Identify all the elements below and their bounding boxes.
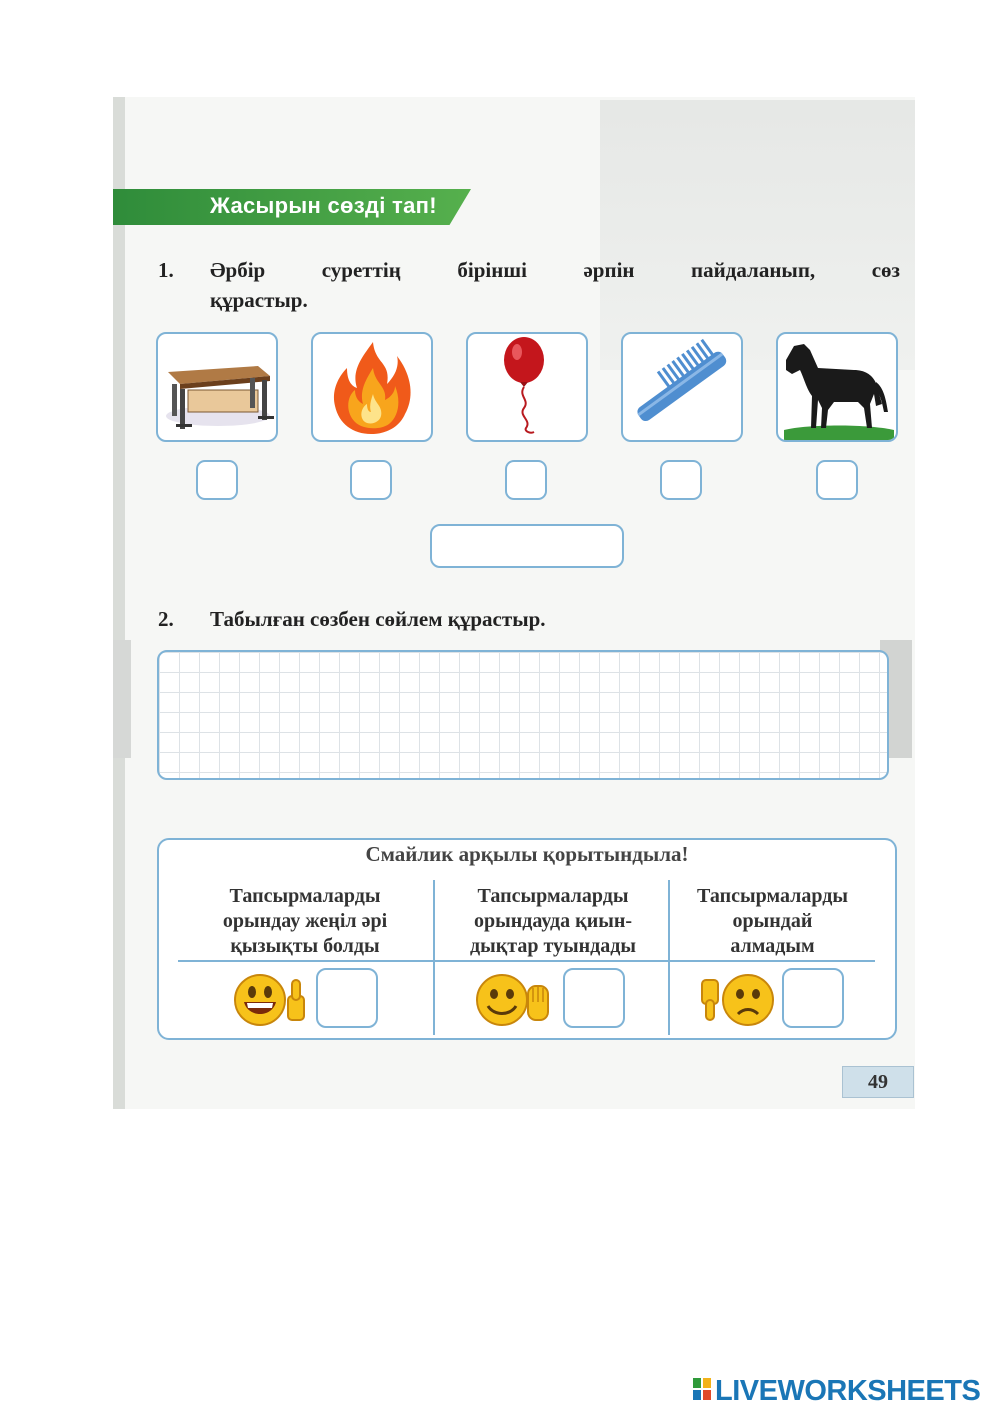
task1-text-line1: Әрбір суреттің бірінші әрпін пайдаланып, сөз <box>210 258 900 282</box>
smiley-column-2-line2: орындауда қиын- <box>473 910 633 932</box>
picture-card-balloon <box>466 332 588 442</box>
column-divider-2 <box>668 880 670 1035</box>
picture-card-desk <box>156 332 278 442</box>
liveworksheets-logo-text: LIVEWORKSHEETS <box>715 1375 981 1407</box>
smiley-column-1-text <box>180 884 430 959</box>
smiley-column-2-line3: дықтар туындады <box>470 935 636 957</box>
task2-text: Табылған сөзбен сөйлем құрастыр. <box>210 607 546 631</box>
thumbs-up-smiley-icon <box>232 972 312 1028</box>
page-number: 49 <box>842 1066 914 1098</box>
liveworksheets-logo-icon <box>693 1378 711 1400</box>
comb-icon <box>623 334 741 440</box>
smiley-panel-title: Смайлик арқылы қорытындыла! <box>365 842 689 866</box>
picture-card-fire <box>311 332 433 442</box>
desk-icon <box>158 334 276 440</box>
section-title: Жасырын сөзді тап! <box>210 193 437 218</box>
bleed-through-shadow <box>600 100 915 370</box>
waving-smiley-icon <box>472 972 552 1028</box>
letter-box-3[interactable] <box>505 460 547 500</box>
fire-icon <box>313 334 431 440</box>
column-divider-1 <box>433 880 435 1035</box>
smiley-column-3-text <box>670 884 875 959</box>
thumbs-down-smiley-icon <box>698 972 778 1028</box>
letter-box-2[interactable] <box>350 460 392 500</box>
task2-number: 2. <box>158 607 174 631</box>
task1-number: 1. <box>158 258 174 282</box>
page-edge <box>113 97 125 1109</box>
smiley-column-3-line2: орындай <box>732 910 813 932</box>
letter-box-5[interactable] <box>816 460 858 500</box>
smiley-column-1-line1: Тапсырмаларды <box>229 885 381 907</box>
smiley-column-2-text <box>438 884 668 959</box>
smiley-column-3-line1: Тапсырмаларды <box>697 885 848 907</box>
smiley-answer-box-2[interactable] <box>563 968 625 1028</box>
smiley-column-2-line1: Тапсырмаларды <box>477 885 629 907</box>
task1-text-line2: құрастыр. <box>210 288 308 312</box>
horse-icon <box>778 334 896 440</box>
smiley-column-1-line3: қызықты болды <box>230 935 380 957</box>
hidden-word-input[interactable] <box>430 524 624 568</box>
letter-box-4[interactable] <box>660 460 702 500</box>
smiley-column-3-line3: алмадым <box>730 935 815 957</box>
balloon-icon <box>468 334 586 440</box>
left-nav-tab <box>113 640 131 758</box>
picture-card-horse <box>776 332 898 442</box>
smiley-answer-box-1[interactable] <box>316 968 378 1028</box>
smiley-answer-box-3[interactable] <box>782 968 844 1028</box>
row-divider <box>178 960 875 962</box>
letter-box-1[interactable] <box>196 460 238 500</box>
picture-card-comb <box>621 332 743 442</box>
smiley-column-1-line2: орындау жеңіл әрі <box>222 910 388 932</box>
sentence-writing-area[interactable] <box>157 650 889 780</box>
